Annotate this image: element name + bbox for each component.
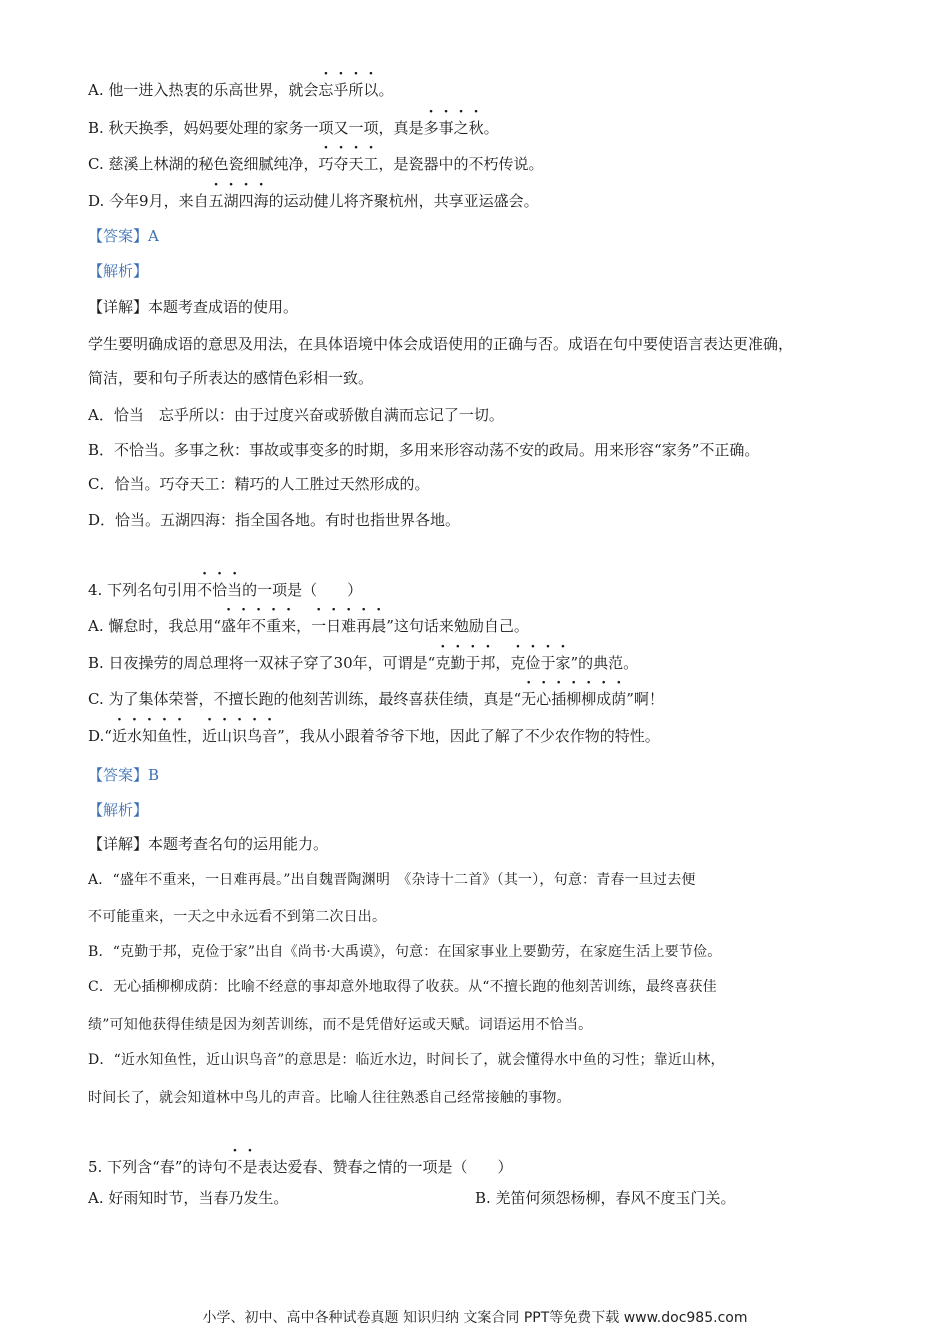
line-text: ”，我从小跟着爷爷下地，因此了解了不少农作物的特性。 — [277, 727, 660, 745]
line-text: C．无心插柳柳成荫：比喻不经意的事却意外地取得了收获。从“不擅长跑的他刻苦训练，最终喜获佳 — [88, 979, 717, 995]
line-text: B．不恰当。多事之秋：事故或事变多的时期，多用来形容动荡不安的政局。用来形容“家务”不正确。 — [88, 441, 760, 459]
answer-label: 【答案】A — [88, 227, 159, 245]
emphasized-text: 近水知鱼性 — [111, 727, 188, 745]
line-text: A. 好雨知时节，当春乃发生。 — [88, 1189, 289, 1207]
text-line — [88, 154, 544, 174]
line-text: D. 今年9月，来自 — [88, 192, 209, 210]
line-text: ”的典范。 — [570, 654, 639, 672]
emphasized-text: 一日难再晨 — [311, 617, 387, 635]
line-text: 绩”可知他获得佳绩是因为刻苦训练，而不是凭借好运或天赋。词语运用不恰当。 — [88, 1017, 593, 1033]
text-line — [88, 1188, 288, 1208]
page-footer: 小学、初中、高中各种试卷真题 知识归纳 文案合同 PPT等免费下载 www.doc985.com — [202, 1310, 748, 1326]
line-text: 不可能重来，一天之中永远看不到第二次日出。 — [88, 909, 387, 925]
text-line — [88, 261, 148, 281]
text-line — [88, 474, 429, 494]
text-line — [88, 906, 386, 927]
line-text: 4. 下列名句引用 — [88, 581, 198, 599]
line-text: ， — [187, 727, 203, 745]
line-text: B．“克勤于邦，克俭于家”出自《尚书·大禹谟》，句意：在国家事业上要勤劳，在家庭生活上要节俭。 — [88, 944, 722, 960]
line-text: 的运动健儿将齐聚杭州，共享亚运盛会。 — [268, 192, 539, 210]
text-line — [88, 653, 638, 673]
line-text: 的一项是（ ） — [242, 581, 363, 599]
line-text: ， — [495, 654, 511, 672]
line-text: A. 他一进入热衷的乐高世界，就会 — [88, 81, 319, 99]
emphasized-text: 克俭于家 — [510, 654, 571, 672]
emphasized-text: 无心插柳柳成荫 — [521, 690, 627, 708]
text-line — [88, 440, 759, 460]
line-text: C. 为了集体荣誉，不擅长跑的他刻苦训练，最终喜获佳绩，真是“ — [88, 690, 522, 708]
line-text: ”这句话来勉励自己。 — [386, 617, 529, 635]
text-line — [88, 334, 793, 354]
text-line — [88, 869, 696, 890]
line-text: A. 懈怠时，我总用“ — [88, 617, 222, 635]
line-text: 表达爱春、赞春之情的一项是（ ） — [257, 1158, 513, 1176]
text-line — [88, 80, 393, 100]
line-text: ， — [296, 617, 312, 635]
line-text: C. 慈溪上林湖的秘色瓷细腻纯净， — [88, 155, 319, 173]
answer-label: 【解析】 — [88, 262, 149, 280]
text-line — [88, 976, 717, 997]
emphasized-text: 克勤于邦 — [435, 654, 496, 672]
line-text: D．恰当。五湖四海：指全国各地。有时也指世界各地。 — [88, 511, 461, 529]
emphasized-text: 五湖四海 — [208, 192, 269, 210]
emphasized-text: 不是 — [227, 1158, 258, 1176]
text-line — [88, 800, 148, 820]
text-line — [88, 118, 499, 138]
answer-label: 【答案】B — [88, 766, 160, 784]
text-line — [88, 368, 373, 388]
text-line — [88, 297, 298, 317]
q5-option-b: B. 羌笛何须怨杨柳，春风不度玉门关。 — [475, 1189, 736, 1207]
line-text: 【详解】本题考查成语的使用。 — [88, 298, 299, 316]
emphasized-text: 不恰当 — [197, 581, 243, 599]
line-text: B. 秋天换季，妈妈要处理的家务一项又一项，真是 — [88, 119, 424, 137]
line-text: 简洁，要和句子所表达的感情色彩相一致。 — [88, 369, 374, 387]
emphasized-text: 近山识鸟音 — [202, 727, 278, 745]
text-line — [88, 405, 504, 425]
text-line — [88, 191, 539, 211]
line-text: B. 日夜操劳的周总理将一双袜子穿了30年，可谓是“ — [88, 654, 436, 672]
emphasized-text: 多事之秋 — [423, 119, 484, 137]
text-line — [88, 510, 460, 530]
text-line — [88, 765, 159, 785]
line-text: 。 — [483, 119, 499, 137]
emphasized-text: 盛年不重来 — [221, 617, 297, 635]
text-line — [88, 689, 664, 709]
line-text: 学生要明确成语的意思及用法，在具体语境中体会成语使用的正确与否。成语在句中要使语言表达更准确， — [88, 335, 794, 353]
text-line — [88, 1049, 725, 1070]
text-line — [88, 226, 159, 246]
text-line — [88, 1087, 571, 1108]
line-text: C．恰当。巧夺天工：精巧的人工胜过天然形成的。 — [88, 475, 430, 493]
text-line — [88, 1014, 592, 1035]
text-line — [88, 616, 529, 636]
text-line — [88, 726, 660, 746]
answer-label: 【解析】 — [88, 801, 149, 819]
line-text: A．“盛年不重来，一日难再晨。”出自魏晋陶渊明 《杂诗十二首》（其一），句意：青春一旦过去便 — [88, 872, 696, 888]
line-text: 时间长了，就会知道林中鸟儿的声音。比喻人往往熟悉自己经常接触的事物。 — [88, 1090, 571, 1106]
text-line — [88, 580, 362, 600]
line-text: 5. 下列含“春”的诗句 — [88, 1158, 228, 1176]
line-text: 【详解】本题考查名句的运用能力。 — [88, 835, 329, 853]
text-line — [88, 1157, 512, 1177]
text-line — [88, 834, 328, 854]
text-line — [88, 941, 721, 962]
line-text: D．“近水知鱼性，近山识鸟音”的意思是：临近水边，时间长了，就会懂得水中鱼的习性；靠近山林， — [88, 1052, 725, 1068]
line-text: ，是瓷器中的不朽传说。 — [378, 155, 544, 173]
line-text: A．恰当 忘乎所以：由于过度兴奋或骄傲自满而忘记了一切。 — [88, 406, 504, 424]
line-text: 。 — [378, 81, 394, 99]
line-text: ”啊！ — [626, 690, 664, 708]
emphasized-text: 巧夺天工 — [318, 155, 379, 173]
emphasized-text: 忘乎所以 — [318, 81, 379, 99]
line-text: D.“ — [88, 727, 112, 745]
